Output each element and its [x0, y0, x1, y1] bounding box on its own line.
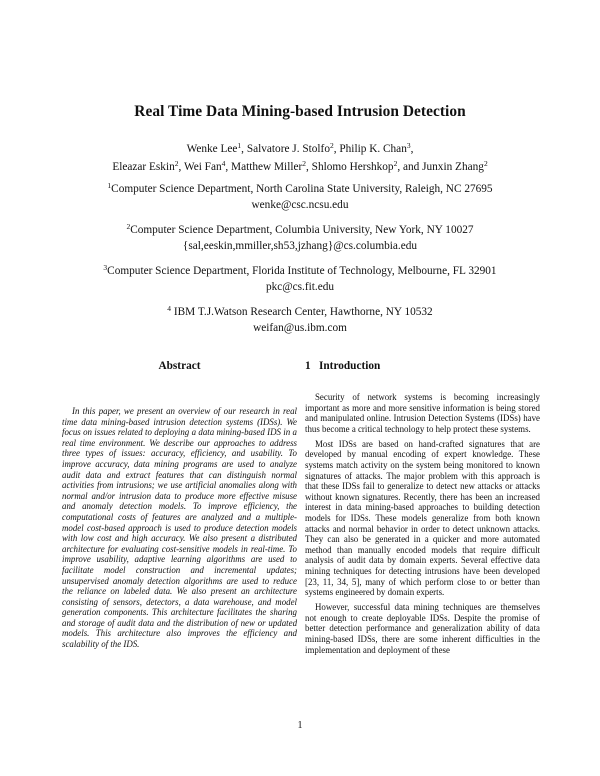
author-affiliation-mark: 1	[237, 141, 242, 150]
affiliation-name: Computer Science Department, North Carolina State University, Raleigh, NC 27695	[111, 183, 493, 195]
affiliation-email: wenke@csc.ncsu.edu	[251, 199, 349, 211]
author-affiliation-mark: 4	[221, 159, 226, 168]
author-name: Eleazar Eskin	[112, 161, 175, 173]
left-column	[62, 360, 297, 650]
abstract-text: In this paper, we present an overview of our research in real time data mining-based intrusion detection systems (IDSs). We focus on issues related to deploying a data mining-based IDS in a real time environment. We describe our approaches to address three types of issues: accuracy, efficiency, and usability. To improve accuracy, data mining programs are used to analyze audit data and extract features that can distinguish normal activities from intrusions; we use artificial anomalies along with normal and/or intrusion data to produce more effective misuse and anomaly detection models. To improve efficiency, the computational costs of features are analyzed and a multiple-model cost-based approach is used to produce detection models with low cost and high accuracy. We also present a distributed architecture for evaluating cost-sensitive models in real-time. To improve usability, adaptive learning algorithms are used to facilitate model construction and incremental updates; unsupervised anomaly detection algorithms are used to reduce the reliance on labeled data. We also present an architecture consisting of sensors, detectors, a data warehouse, and model generation components. This architecture facilitates the sharing and storage of audit data and the distribution of new or updated models. This architecture also improves the efficiency and scalability of the IDS.	[62, 406, 297, 650]
author-name: Matthew Miller	[231, 161, 303, 173]
paragraph: Most IDSs are based on hand-crafted signatures that are developed by manual encoding of expert knowledge. These systems match activity on the system being monitored to known signatures of attacks. The major problem with this approach is that these IDSs fail to generalize to detect new attacks or attacks without known signatures. Recently, there has been an increased interest in data mining-based approaches to building detection models for IDSs. These models generalize from both known attacks and normal behavior in order to detect unknown attacks. They can also be generated in a quicker and more automated method than manually encoded models that require difficult analysis of audit data by domain experts. Several effective data mining techniques for detecting intrusions have been developed [23, 11, 34, 5], many of which perform close to or better than systems engineered by domain experts.	[305, 438, 540, 598]
affiliation-name: Computer Science Department, Columbia University, New York, NY 10027	[130, 224, 474, 236]
author-affiliation-mark: 2	[483, 159, 488, 168]
introduction-text	[305, 392, 540, 655]
affiliation-email: {sal,eeskin,mmiller,sh53,jzhang}@cs.columbia.edu	[182, 240, 418, 252]
author-affiliation-mark: 2	[393, 159, 398, 168]
author-name: Wenke Lee	[186, 143, 238, 155]
affiliation-name: Computer Science Department, Florida Institute of Technology, Melbourne, FL 32901	[107, 265, 497, 277]
author-line-2: Eleazar Eskin$^2$, Wei Fan$^4$, Matthew Miller$^2$, Shlomo Hershkop$^2$, and Junxin Zhang$^2$	[112, 159, 488, 173]
author-name: Junxin Zhang	[422, 161, 484, 173]
abstract-heading: Abstract	[158, 360, 201, 372]
paragraph: Security of network systems is becoming increasingly important as more and more sensitive information is being stored and manipulated online. Intrusion Detection Systems (IDSs) have thus become a critical technology to help protect these systems.	[305, 392, 540, 434]
author-affiliation-mark: 2	[302, 159, 306, 168]
section-title: Introduction	[319, 360, 381, 372]
author-line-1: Wenke Lee$^1$, Salvatore J. Stolfo$^2$, Philip K. Chan$^3$,	[186, 141, 414, 155]
paper-title: Real Time Data Mining-based Intrusion Detection	[134, 103, 466, 120]
affiliation-email: pkc@cs.fit.edu	[265, 281, 335, 293]
affiliation-2: $^2$Computer Science Department, Columbia University, New York, NY 10027 {sal,eeskin,mmiller,sh53,jzhang}@cs.columbia.edu	[0, 222, 600, 254]
affiliation-name: IBM T.J.Watson Research Center, Hawthorne, NY 10532	[171, 306, 433, 318]
affiliation-1: $^1$Computer Science Department, North Carolina State University, Raleigh, NC 27695 wenke@csc.ncsu.edu	[0, 181, 600, 213]
author-name: Wei Fan	[183, 161, 222, 173]
author-affiliation-mark: 2	[174, 159, 179, 168]
affiliation-email: weifan@us.ibm.com	[253, 322, 347, 334]
page-number: 1	[297, 720, 303, 731]
right-column	[305, 360, 540, 660]
author-name: Salvatore J. Stolfo	[246, 143, 330, 155]
author-list	[0, 140, 600, 176]
author-name: Philip K. Chan	[339, 143, 407, 155]
affiliation-4: $^4$ IBM T.J.Watson Research Center, Hawthorne, NY 10532 weifan@us.ibm.com	[0, 304, 600, 336]
section-number: 1	[305, 360, 311, 372]
author-affiliation-mark: 2	[329, 141, 334, 150]
section-heading	[305, 360, 540, 378]
paragraph: However, successful data mining techniques are themselves not enough to create deployable IDSs. Despite the promise of better detection performance and generalization ability of data mining-based IDSs, there are some inherent difficulties in the implementation and deployment of these	[305, 602, 540, 655]
affiliation-3: $^3$Computer Science Department, Florida Institute of Technology, Melbourne, FL 32901 pkc@cs.fit.edu	[0, 263, 600, 295]
author-name: Shlomo Hershkop	[311, 161, 394, 173]
author-affiliation-mark: 3	[406, 141, 411, 150]
